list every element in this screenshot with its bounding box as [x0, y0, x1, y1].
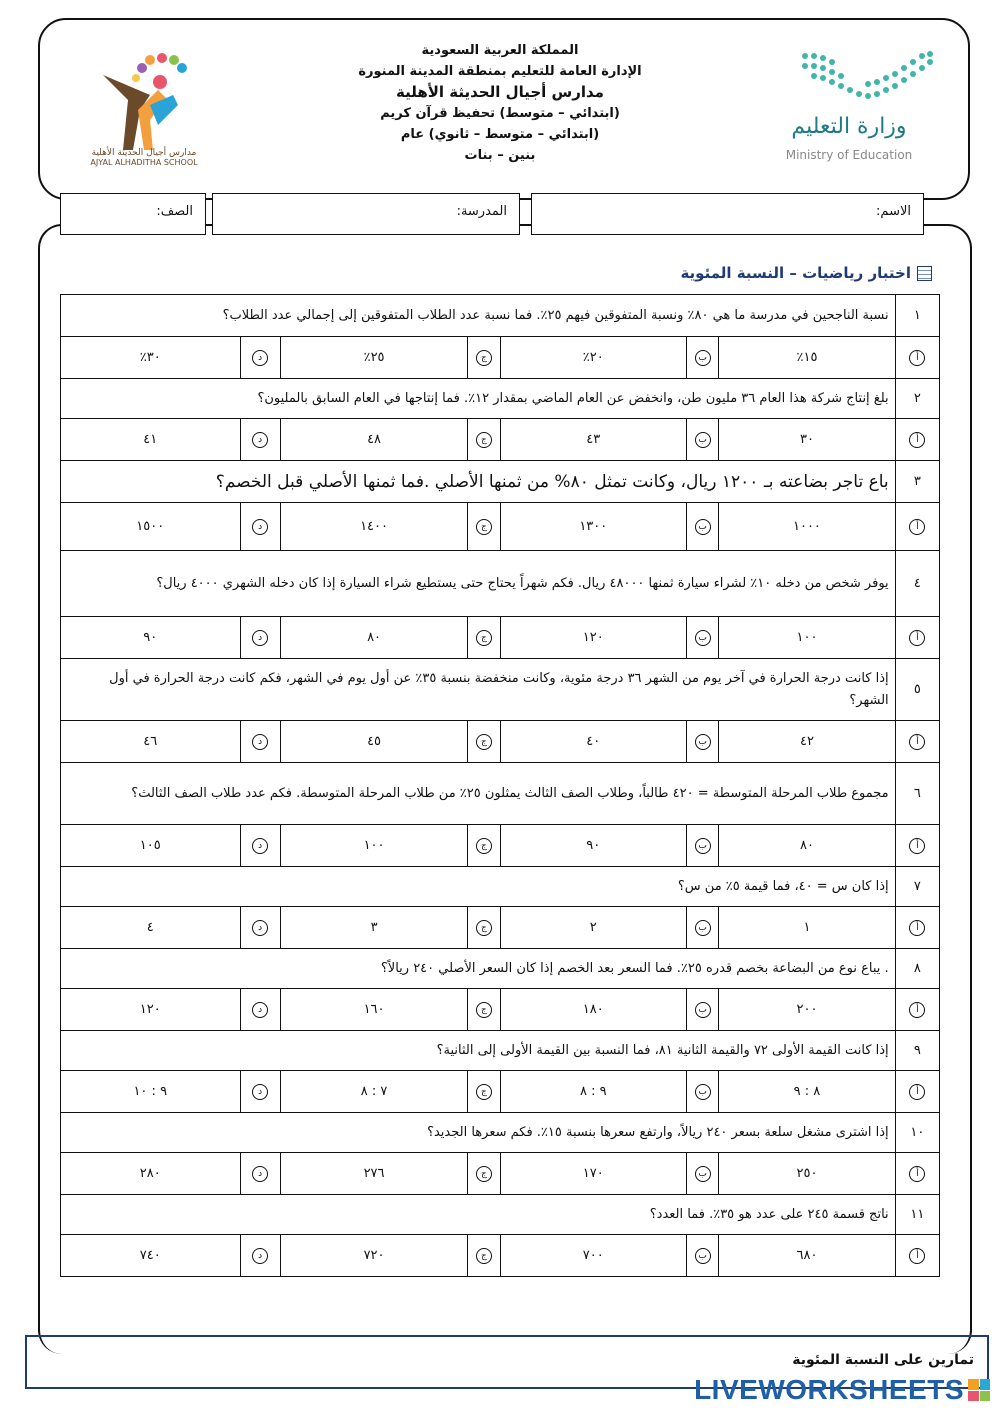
- options-row: [61, 617, 940, 659]
- ministry-name-en: Ministry of Education: [785, 148, 913, 162]
- class-field[interactable]: [60, 193, 206, 235]
- option-letter[interactable]: [687, 907, 719, 949]
- option-radio-icon[interactable]: د: [252, 350, 268, 366]
- option-value[interactable]: ٧ : ٨: [280, 1071, 467, 1113]
- option-radio-icon[interactable]: د: [252, 630, 268, 646]
- question-number: ٢: [895, 379, 939, 419]
- option-radio-icon[interactable]: ب: [695, 519, 711, 535]
- option-value[interactable]: ١٤٠٠: [280, 503, 467, 551]
- option-value[interactable]: ١٧٠: [500, 1153, 686, 1195]
- question-number: ٧: [895, 867, 939, 907]
- question-row: [61, 659, 940, 721]
- question-row: [61, 1031, 940, 1071]
- option-value[interactable]: ٩ : ٨: [500, 1071, 686, 1113]
- option-radio-icon[interactable]: د: [252, 1084, 268, 1100]
- option-value[interactable]: ٢٨٠: [61, 1153, 241, 1195]
- option-value[interactable]: ٩٠: [500, 825, 686, 867]
- name-field[interactable]: [531, 193, 924, 235]
- question-number: ٣: [895, 461, 939, 503]
- option-letter[interactable]: [468, 419, 500, 461]
- option-radio-icon[interactable]: د: [252, 519, 268, 535]
- option-value[interactable]: ٤٠: [500, 721, 686, 763]
- option-letter[interactable]: [687, 419, 719, 461]
- header-line: (ابتدائي – متوسط – ثانوي) عام: [400, 127, 600, 142]
- option-radio-icon[interactable]: أ: [909, 734, 925, 750]
- option-value[interactable]: ١٣٠٠: [500, 503, 686, 551]
- option-letter[interactable]: [468, 1071, 500, 1113]
- option-radio-icon[interactable]: ج: [476, 519, 492, 535]
- question-number: ١: [895, 295, 939, 337]
- option-value[interactable]: ٦٨٠: [719, 1235, 895, 1277]
- option-radio-icon[interactable]: ج: [476, 734, 492, 750]
- liveworksheets-logo-icon: [968, 1379, 990, 1401]
- option-letter[interactable]: [468, 989, 500, 1031]
- option-letter[interactable]: [895, 825, 939, 867]
- option-radio-icon[interactable]: ج: [476, 630, 492, 646]
- option-value[interactable]: ٣٠٪: [61, 337, 241, 379]
- ministry-name-ar: وزارة التعليم: [791, 114, 907, 139]
- school-logo-name-en: AJYAL ALHADITHA SCHOOL: [90, 158, 198, 167]
- option-letter[interactable]: [895, 1071, 939, 1113]
- option-letter[interactable]: [895, 907, 939, 949]
- option-value[interactable]: ٩٠: [61, 617, 241, 659]
- option-radio-icon[interactable]: أ: [909, 1166, 925, 1182]
- option-value[interactable]: ٣٠: [719, 419, 895, 461]
- option-value[interactable]: ٢: [500, 907, 686, 949]
- option-radio-icon[interactable]: ب: [695, 838, 711, 854]
- option-letter[interactable]: [468, 337, 500, 379]
- option-letter[interactable]: [240, 989, 280, 1031]
- question-row: [61, 1113, 940, 1153]
- question-text: إذا كانت القيمة الأولى ٧٢ والقيمة الثانية ٨١، فما النسبة بين القيمة الأولى إلى الثانية؟: [61, 1031, 896, 1071]
- option-letter[interactable]: [468, 721, 500, 763]
- question-text: . يباع نوع من البضاعة بخصم قدره ٢٥٪. فما السعر بعد الخصم إذا كان السعر الأصلي ٢٤٠ ريالاً؟: [61, 949, 896, 989]
- option-radio-icon[interactable]: أ: [909, 630, 925, 646]
- option-value[interactable]: ١٢٠: [500, 617, 686, 659]
- option-radio-icon[interactable]: د: [252, 432, 268, 448]
- option-value[interactable]: ٢٧٦: [280, 1153, 467, 1195]
- question-text: مجموع طلاب المرحلة المتوسطة = ٤٢٠ طالباً، وطلاب الصف الثالث يمثلون ٢٥٪ من طلاب المرحلة المتوسطة. فكم عدد طلاب الصف الثالث؟: [61, 763, 896, 825]
- option-value[interactable]: ١٦٠: [280, 989, 467, 1031]
- options-row: [61, 907, 940, 949]
- question-row: [61, 867, 940, 907]
- option-letter[interactable]: [468, 907, 500, 949]
- question-row: [61, 763, 940, 825]
- option-letter[interactable]: [687, 989, 719, 1031]
- option-letter[interactable]: [468, 1235, 500, 1277]
- option-value[interactable]: ١٨٠: [500, 989, 686, 1031]
- header-line: بنين – بنات: [464, 148, 536, 163]
- test-title-text: اختبار رياضيات – النسبة المئوية: [680, 264, 911, 282]
- option-letter[interactable]: [895, 1235, 939, 1277]
- option-radio-icon[interactable]: د: [252, 838, 268, 854]
- option-letter[interactable]: [240, 1153, 280, 1195]
- option-radio-icon[interactable]: ب: [695, 920, 711, 936]
- option-radio-icon[interactable]: ج: [476, 1084, 492, 1100]
- option-value[interactable]: ٢٥٠: [719, 1153, 895, 1195]
- option-radio-icon[interactable]: ج: [476, 1002, 492, 1018]
- ministry-dots-icon: [800, 50, 935, 105]
- option-value[interactable]: ١٢٠: [61, 989, 241, 1031]
- question-row: [61, 949, 940, 989]
- option-radio-icon[interactable]: ج: [476, 432, 492, 448]
- option-letter[interactable]: [468, 503, 500, 551]
- option-radio-icon[interactable]: أ: [909, 432, 925, 448]
- option-letter[interactable]: [895, 721, 939, 763]
- option-letter[interactable]: [687, 337, 719, 379]
- option-letter[interactable]: [240, 503, 280, 551]
- options-row: [61, 989, 940, 1031]
- option-value[interactable]: ٤: [61, 907, 241, 949]
- header-text: [330, 40, 670, 166]
- quiz-table: [60, 294, 940, 1277]
- option-value[interactable]: ١٠٥: [61, 825, 241, 867]
- option-value[interactable]: ٤٢: [719, 721, 895, 763]
- option-radio-icon[interactable]: أ: [909, 1248, 925, 1264]
- option-radio-icon[interactable]: ب: [695, 1166, 711, 1182]
- option-value[interactable]: ٢٠٠: [719, 989, 895, 1031]
- options-row: [61, 1235, 940, 1277]
- option-value[interactable]: ٤٥: [280, 721, 467, 763]
- question-text: بلغ إنتاج شركة هذا العام ٣٦ مليون طن، وانخفض عن العام الماضي بمقدار ١٢٪. فما إنتاجها في العام السابق بالمليون؟: [61, 379, 896, 419]
- option-radio-icon[interactable]: أ: [909, 920, 925, 936]
- question-number: ٥: [895, 659, 939, 721]
- school-field[interactable]: [212, 193, 520, 235]
- header-line: (ابتدائي – متوسط) تحفيظ قرآن كريم: [380, 106, 620, 121]
- option-letter[interactable]: [240, 1235, 280, 1277]
- options-row: [61, 337, 940, 379]
- question-number: ٦: [895, 763, 939, 825]
- question-row: [61, 1195, 940, 1235]
- option-value[interactable]: ٧٢٠: [280, 1235, 467, 1277]
- option-letter[interactable]: [895, 337, 939, 379]
- option-radio-icon[interactable]: ب: [695, 630, 711, 646]
- option-letter[interactable]: [240, 1071, 280, 1113]
- option-letter[interactable]: [687, 1071, 719, 1113]
- option-letter[interactable]: [468, 825, 500, 867]
- options-row: [61, 419, 940, 461]
- options-row: [61, 1071, 940, 1113]
- footer-title: تمارين على النسبة المئوية: [792, 1352, 974, 1368]
- option-radio-icon[interactable]: ج: [476, 350, 492, 366]
- option-value[interactable]: ١٠٠٠: [719, 503, 895, 551]
- option-letter[interactable]: [687, 617, 719, 659]
- question-number: ٩: [895, 1031, 939, 1071]
- option-value[interactable]: ٨ : ٩: [719, 1071, 895, 1113]
- options-row: [61, 825, 940, 867]
- option-value[interactable]: ٤١: [61, 419, 241, 461]
- option-radio-icon[interactable]: ب: [695, 432, 711, 448]
- option-value[interactable]: ١: [719, 907, 895, 949]
- option-radio-icon[interactable]: أ: [909, 1084, 925, 1100]
- option-letter[interactable]: [895, 1153, 939, 1195]
- option-radio-icon[interactable]: ب: [695, 1084, 711, 1100]
- option-value[interactable]: ٧٠٠: [500, 1235, 686, 1277]
- option-letter[interactable]: [240, 419, 280, 461]
- school-logo-name-ar: مدارس أجيال الحديثة الأهلية: [91, 148, 197, 158]
- option-letter[interactable]: [240, 617, 280, 659]
- option-letter[interactable]: [468, 617, 500, 659]
- option-radio-icon[interactable]: د: [252, 920, 268, 936]
- option-letter[interactable]: [468, 1153, 500, 1195]
- option-value[interactable]: ٤٨: [280, 419, 467, 461]
- question-number: ١٠: [895, 1113, 939, 1153]
- option-value[interactable]: ٣: [280, 907, 467, 949]
- option-letter[interactable]: [895, 617, 939, 659]
- option-radio-icon[interactable]: د: [252, 1166, 268, 1182]
- option-value[interactable]: ٩ : ١٠: [61, 1071, 241, 1113]
- option-letter[interactable]: [687, 1153, 719, 1195]
- school-label: المدرسة:: [456, 204, 507, 219]
- option-radio-icon[interactable]: د: [252, 1248, 268, 1264]
- option-radio-icon[interactable]: أ: [909, 1002, 925, 1018]
- option-letter[interactable]: [240, 721, 280, 763]
- option-radio-icon[interactable]: ج: [476, 920, 492, 936]
- options-row: [61, 1153, 940, 1195]
- option-radio-icon[interactable]: أ: [909, 519, 925, 535]
- option-letter[interactable]: [687, 1235, 719, 1277]
- option-radio-icon[interactable]: ج: [476, 1248, 492, 1264]
- option-value[interactable]: ١٠٠: [719, 617, 895, 659]
- options-row: [61, 721, 940, 763]
- option-value[interactable]: ١٥٪: [719, 337, 895, 379]
- option-radio-icon[interactable]: ج: [476, 1166, 492, 1182]
- option-radio-icon[interactable]: أ: [909, 838, 925, 854]
- option-radio-icon[interactable]: د: [252, 1002, 268, 1018]
- liveworksheets-brand[interactable]: [694, 1374, 990, 1406]
- question-text: باع تاجر بضاعته بـ ١٢٠٠ ريال، وكانت تمثل ٨٠% من ثمنها الأصلي .فما ثمنها الأصلي قبل الخصم؟: [61, 461, 896, 503]
- option-radio-icon[interactable]: ج: [476, 838, 492, 854]
- header-line: المملكة العربية السعودية: [421, 43, 579, 58]
- question-row: [61, 461, 940, 503]
- question-text: إذا كان س = ٤٠، فما قيمة ٥٪ من س؟: [61, 867, 896, 907]
- question-number: ٨: [895, 949, 939, 989]
- option-radio-icon[interactable]: ب: [695, 350, 711, 366]
- option-value[interactable]: ٢٠٪: [500, 337, 686, 379]
- test-title: [680, 264, 932, 282]
- option-radio-icon[interactable]: ب: [695, 734, 711, 750]
- name-label: الاسم:: [876, 204, 911, 219]
- option-letter[interactable]: [687, 503, 719, 551]
- option-value[interactable]: ٧٤٠: [61, 1235, 241, 1277]
- option-value[interactable]: ١٠٠: [280, 825, 467, 867]
- option-radio-icon[interactable]: ب: [695, 1002, 711, 1018]
- question-row: [61, 295, 940, 337]
- option-radio-icon[interactable]: أ: [909, 350, 925, 366]
- option-letter[interactable]: [895, 419, 939, 461]
- option-value[interactable]: ٤٣: [500, 419, 686, 461]
- option-value[interactable]: ٨٠: [719, 825, 895, 867]
- calendar-icon: [917, 266, 932, 281]
- option-letter[interactable]: [687, 825, 719, 867]
- question-text: يوفر شخص من دخله ١٠٪ لشراء سيارة ثمنها ٤٨٠٠٠ ريال. فكم شهراً يحتاج حتى يستطيع شراء السيارة إذا كان دخله الشهري ٤٠٠٠ ريال؟: [61, 551, 896, 617]
- question-text: إذا كانت درجة الحرارة في آخر يوم من الشهر ٣٦ درجة مئوية، وكانت منخفضة بنسبة ٣٥٪ عن أول يوم في الشهر، فكم كانت درجة الحرارة في أول الشهر؟: [61, 659, 896, 721]
- question-row: [61, 551, 940, 617]
- question-text: إذا اشترى مشغل سلعة بسعر ٢٤٠ ريالاً، وارتفع سعرها بنسبة ١٥٪. فكم سعرها الجديد؟: [61, 1113, 896, 1153]
- question-text: ناتج قسمة ٢٤٥ على عدد هو ٣٥٪. فما العدد؟: [61, 1195, 896, 1235]
- header-line: الإدارة العامة للتعليم بمنطقة المدينة المنورة: [358, 64, 642, 79]
- option-letter[interactable]: [240, 825, 280, 867]
- header-line: مدارس أجيال الحديثة الأهلية: [396, 83, 604, 101]
- class-label: الصف:: [156, 204, 193, 219]
- option-value[interactable]: ٨٠: [280, 617, 467, 659]
- question-number: ١١: [895, 1195, 939, 1235]
- options-row: [61, 503, 940, 551]
- question-number: ٤: [895, 551, 939, 617]
- ministry-logo: [760, 50, 940, 170]
- option-letter[interactable]: [895, 989, 939, 1031]
- question-row: [61, 379, 940, 419]
- option-radio-icon[interactable]: د: [252, 734, 268, 750]
- option-value[interactable]: ١٥٠٠: [61, 503, 241, 551]
- option-radio-icon[interactable]: ب: [695, 1248, 711, 1264]
- option-value[interactable]: ٢٥٪: [280, 337, 467, 379]
- brand-text: LIVEWORKSHEETS: [694, 1374, 964, 1405]
- option-value[interactable]: ٤٦: [61, 721, 241, 763]
- question-text: نسبة الناجحين في مدرسة ما هي ٨٠٪ ونسبة المتفوقين فيهم ٢٥٪. فما نسبة عدد الطلاب المتفوقين إلى إجمالي عدد الطلاب؟: [61, 295, 896, 337]
- option-letter[interactable]: [240, 337, 280, 379]
- option-letter[interactable]: [895, 503, 939, 551]
- option-letter[interactable]: [687, 721, 719, 763]
- option-letter[interactable]: [240, 907, 280, 949]
